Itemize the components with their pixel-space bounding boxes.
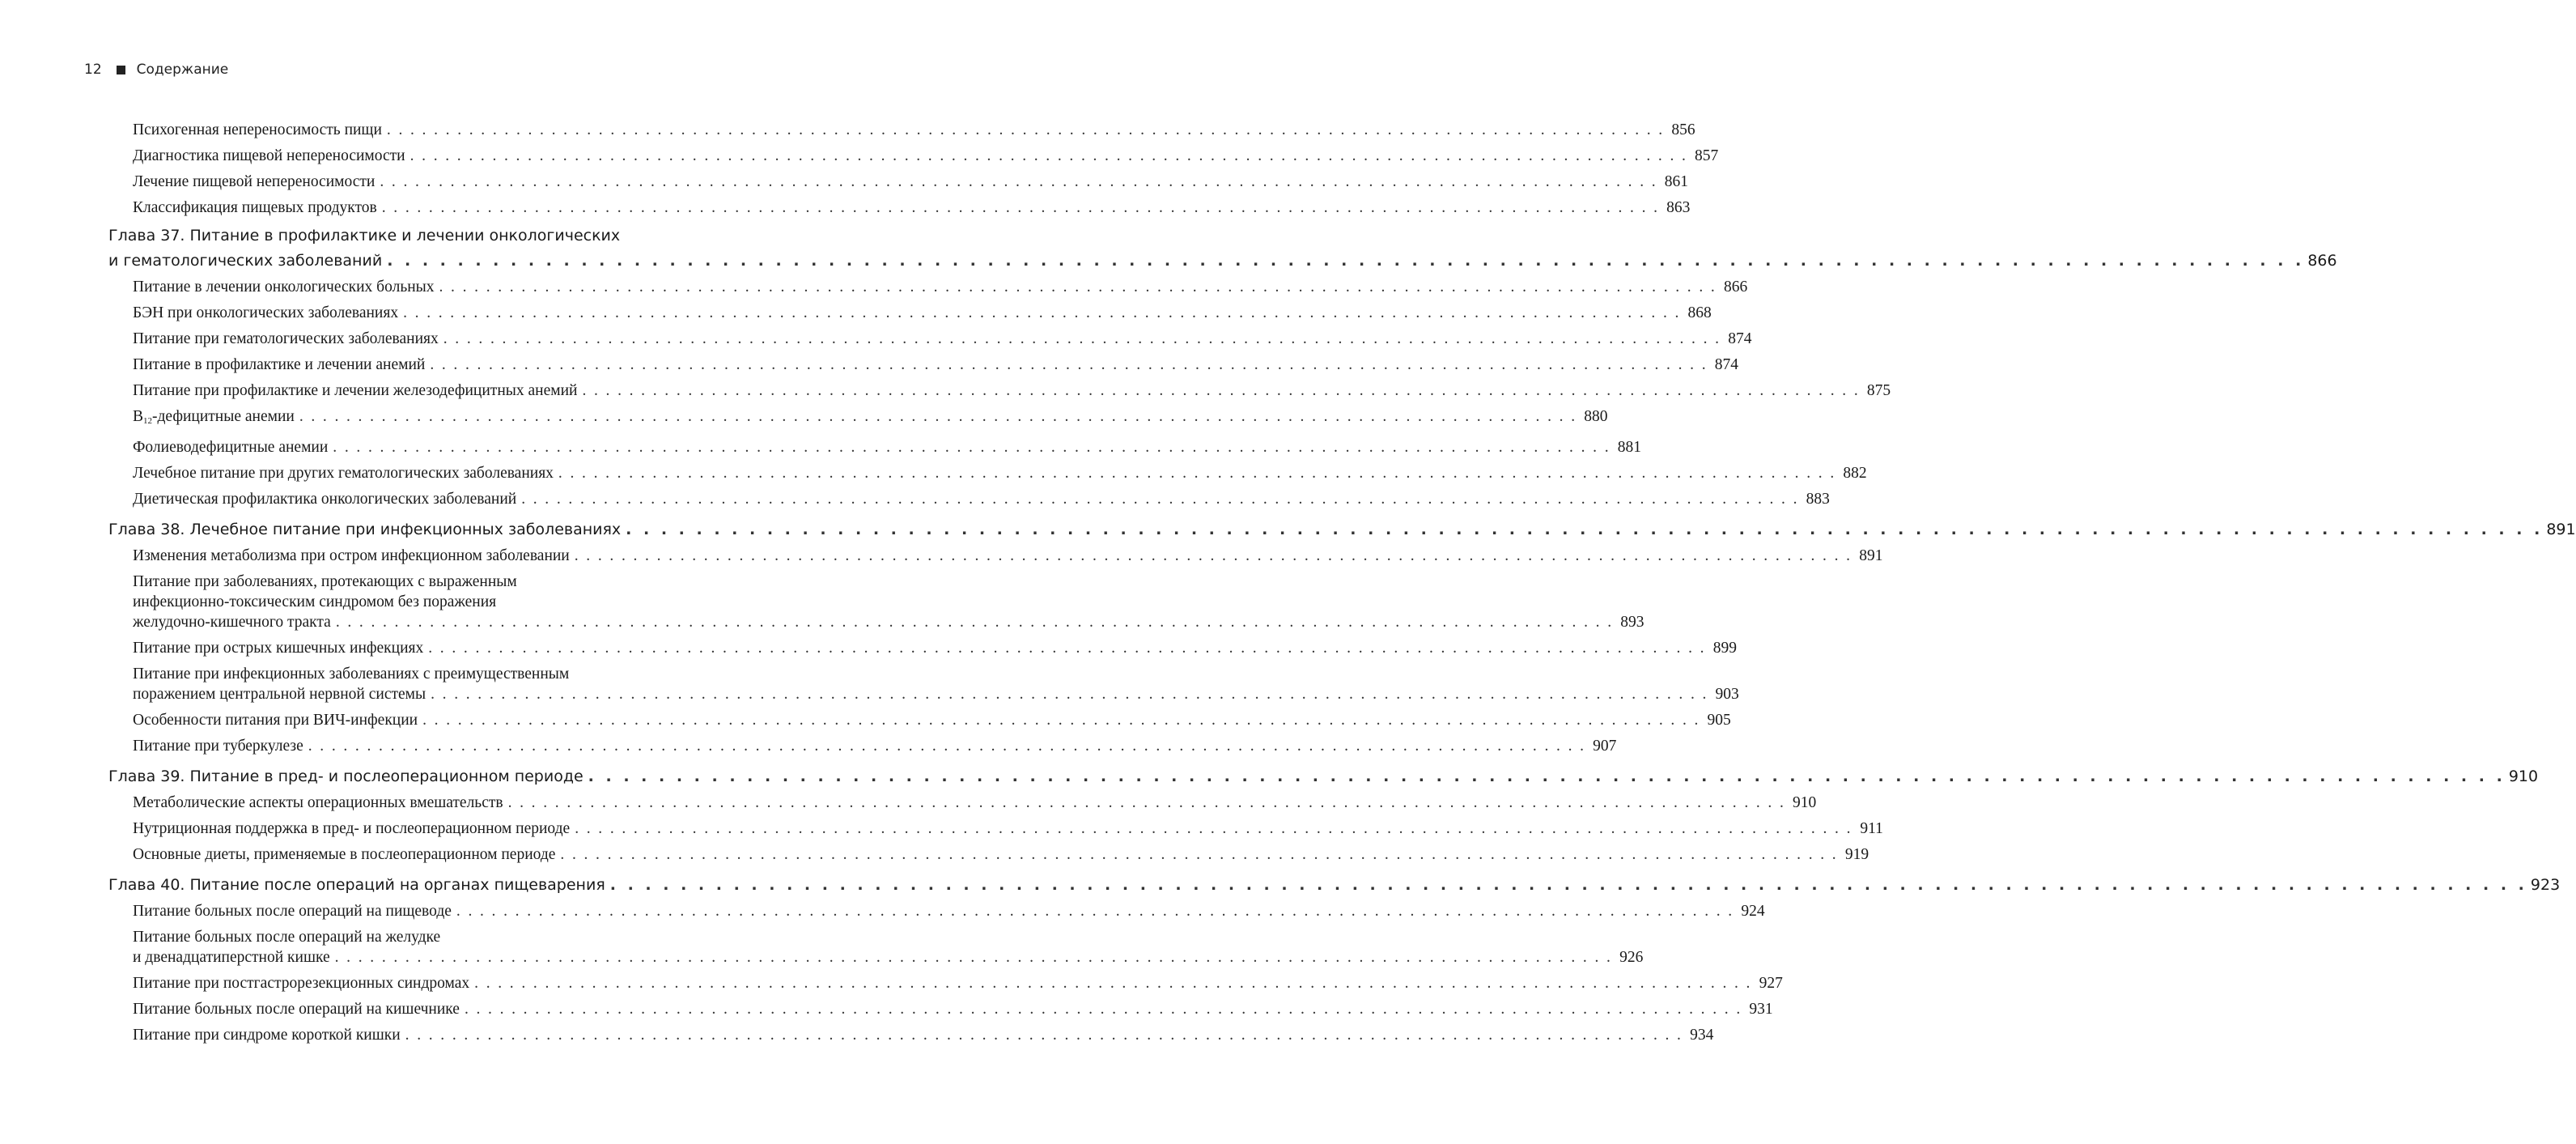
- toc-entry[interactable]: [108, 999, 1773, 1019]
- toc-chapter-37[interactable]: [108, 223, 2337, 274]
- dot-leader: . . . . . . . . . . . . . . . . . . . . . . . . . . . . . . . . . . . . . . . . . . . . . . . . . . . . . . . . . . . . . . . . . . . . . . . . . . . . . . . . . . . . . . . . . . . . . . . . . . . . . . . . . . . . .: [626, 521, 2544, 538]
- entry-page: 919: [1844, 846, 1869, 863]
- running-header: [84, 62, 228, 78]
- entry-page: 927: [1759, 975, 1783, 992]
- entry-page: 866: [1723, 279, 1748, 296]
- dot-leader: . . . . . . . . . . . . . . . . . . . . . . . . . . . . . . . . . . . . . . . . . . . . . . . . . . . . . . . . . . . . . . . . . . . . . . . . . . . . . . . . . . . . . . . . . . . . . . . . . . . . . . . . . . . . .: [381, 199, 1660, 216]
- dot-leader: . . . . . . . . . . . . . . . . . . . . . . . . . . . . . . . . . . . . . . . . . . . . . . . . . . . . . . . . . . . . . . . . . . . . . . . . . . . . . . . . . . . . . . . . . . . . . . . . . . . . . . . . . . . . .: [443, 330, 1721, 347]
- dot-leader: . . . . . . . . . . . . . . . . . . . . . . . . . . . . . . . . . . . . . . . . . . . . . . . . . . . . . . . . . . . . . . . . . . . . . . . . . . . . . . . . . . . . . . . . . . . . . . . . . . . . . . . . . . . . .: [574, 547, 1852, 564]
- entry-page: 875: [1866, 382, 1891, 399]
- entry-title: Питание при постгастрорезекционных синдромах: [133, 975, 470, 992]
- dot-leader: . . . . . . . . . . . . . . . . . . . . . . . . . . . . . . . . . . . . . . . . . . . . . . . . . . . . . . . . . . . . . . . . . . . . . . . . . . . . . . . . . . . . . . . . . . . . . . . . . . . . . . . . . . . . .: [422, 712, 1700, 729]
- entry-title: Нутриционная поддержка в пред- и послеоперационном периоде: [133, 820, 571, 837]
- page-number: 12: [84, 62, 102, 78]
- entry-title: Особенности питания при ВИЧ-инфекции: [133, 712, 418, 729]
- entry-title: поражением центральной нервной системы: [133, 686, 427, 703]
- entry-page: 882: [1843, 465, 1867, 482]
- toc-entry[interactable]: [108, 844, 1869, 865]
- toc-entry[interactable]: [108, 146, 1719, 166]
- entry-page: 868: [1687, 304, 1712, 321]
- entry-title: Лечение пищевой непереносимости: [133, 173, 376, 190]
- dot-leader: . . . . . . . . . . . . . . . . . . . . . . . . . . . . . . . . . . . . . . . . . . . . . . . . . . . . . . . . . . . . . . . . . . . . . . . . . . . . . . . . . . . . . . . . . . . . . . . . . . . . . . . . . . . . .: [335, 614, 1614, 631]
- entry-page: 863: [1666, 199, 1691, 216]
- dot-leader: . . . . . . . . . . . . . . . . . . . . . . . . . . . . . . . . . . . . . . . . . . . . . . . . . . . . . . . . . . . . . . . . . . . . . . . . . . . . . . . . . . . . . . . . . . . . . . . . . . . . . . . . . . . . .: [333, 439, 1611, 456]
- dot-leader: . . . . . . . . . . . . . . . . . . . . . . . . . . . . . . . . . . . . . . . . . . . . . . . . . . . . . . . . . . . . . . . . . . . . . . . . . . . . . . . . . . . . . . . . . . . . . . . . . . . . . . . . . . . . .: [464, 1001, 1742, 1018]
- chapter-page: 910: [2508, 768, 2539, 785]
- entry-title-base: В: [133, 408, 144, 425]
- toc-chapter-39[interactable]: [108, 764, 2539, 789]
- entry-title-line: Питание при заболеваниях, протекающих с выраженным: [133, 573, 517, 590]
- dot-leader: . . . . . . . . . . . . . . . . . . . . . . . . . . . . . . . . . . . . . . . . . . . . . . . . . . . . . . . . . . . . . . . . . . . . . . . . . . . . . . . . . . . . . . . . . . . . . . . . . . . . . . . . . . . . .: [410, 147, 1688, 164]
- entry-title-rest: -дефицитные анемии: [152, 408, 295, 425]
- entry-title: Диагностика пищевой непереносимости: [133, 147, 405, 164]
- entry-page: 883: [1806, 491, 1830, 508]
- entry-title: Питание больных после операций на кишечнике: [133, 1001, 460, 1018]
- toc-entry[interactable]: [108, 381, 1891, 401]
- dot-leader: . . . . . . . . . . . . . . . . . . . . . . . . . . . . . . . . . . . . . . . . . . . . . . . . . . . . . . . . . . . . . . . . . . . . . . . . . . . . . . . . . . . . . . . . . . . . . . . . . . . . . . . . . . . . .: [474, 975, 1752, 992]
- dot-leader: . . . . . . . . . . . . . . . . . . . . . . . . . . . . . . . . . . . . . . . . . . . . . . . . . . . . . . . . . . . . . . . . . . . . . . . . . . . . . . . . . . . . . . . . . . . . . . . . . . . . . . . . . . . . .: [430, 356, 1708, 373]
- toc-entry[interactable]: [108, 198, 1691, 218]
- entry-title: Метаболические аспекты операционных вмешательств: [133, 794, 503, 811]
- dot-leader: . . . . . . . . . . . . . . . . . . . . . . . . . . . . . . . . . . . . . . . . . . . . . . . . . . . . . . . . . . . . . . . . . . . . . . . . . . . . . . . . . . . . . . . . . . . . . . . . . . . . . . . . . . . . .: [308, 738, 1586, 755]
- entry-title: Питание при гематологических заболеваниях: [133, 330, 439, 347]
- entry-title: Фолиеводефицитные анемии: [133, 439, 329, 456]
- toc-entry[interactable]: [108, 973, 1783, 993]
- entry-page: 861: [1664, 173, 1689, 190]
- entry-title: [133, 406, 295, 432]
- entry-title: Питание при туберкулезе: [133, 738, 303, 755]
- entry-title: Лечебное питание при других гематологических заболеваниях: [133, 465, 554, 482]
- dot-leader: . . . . . . . . . . . . . . . . . . . . . . . . . . . . . . . . . . . . . . . . . . . . . . . . . . . . . . . . . . . . . . . . . . . . . . . . . . . . . . . . . . . . . . . . . . . . . . . . . . . . . . . . . . . . .: [428, 640, 1706, 657]
- entry-page: 924: [1741, 903, 1765, 920]
- entry-page: 874: [1728, 330, 1752, 347]
- dot-leader: . . . . . . . . . . . . . . . . . . . . . . . . . . . . . . . . . . . . . . . . . . . . . . . . . . . . . . . . . . . . . . . . . . . . . . . . . . . . . . . . . . . . . . . . . . . . . . . . . . . . . . . . . . . . .: [386, 121, 1665, 138]
- dot-leader: . . . . . . . . . . . . . . . . . . . . . . . . . . . . . . . . . . . . . . . . . . . . . . . . . . . . . . . . . . . . . . . . . . . . . . . . . . . . . . . . . . . . . . . . . . . . . . . . . . . . . . . . . . . . .: [507, 794, 1786, 811]
- toc-entry[interactable]: [108, 489, 1830, 509]
- entry-page: 903: [1715, 686, 1739, 703]
- entry-title: Питание при острых кишечных инфекциях: [133, 640, 424, 657]
- entry-title: Изменения метаболизма при остром инфекционном заболевании: [133, 547, 570, 564]
- chapter-page: 866: [2307, 252, 2337, 270]
- entry-page: 893: [1620, 614, 1644, 631]
- toc-entry[interactable]: [108, 329, 1752, 349]
- chapter-title: Глава 40. Питание после операций на органах пищеварения: [108, 876, 605, 894]
- entry-page: 931: [1749, 1001, 1773, 1018]
- entry-title: Питание при синдроме короткой кишки: [133, 1027, 401, 1044]
- dot-leader: . . . . . . . . . . . . . . . . . . . . . . . . . . . . . . . . . . . . . . . . . . . . . . . . . . . . . . . . . . . . . . . . . . . . . . . . . . . . . . . . . . . . . . . . . . . . . . . . . . . . . . . . . . . . .: [405, 1027, 1683, 1044]
- entry-page: 907: [1593, 738, 1617, 755]
- toc-entry[interactable]: [108, 546, 1883, 566]
- toc-entry[interactable]: [108, 303, 1712, 323]
- toc-entry[interactable]: [108, 572, 1644, 632]
- chapter-title: и гематологических заболеваний: [108, 252, 383, 270]
- entry-title: Питание при профилактике и лечении железодефицитных анемий: [133, 382, 578, 399]
- dot-leader: . . . . . . . . . . . . . . . . . . . . . . . . . . . . . . . . . . . . . . . . . . . . . . . . . . . . . . . . . . . . . . . . . . . . . . . . . . . . . . . . . . . . . . . . . . . . . . . . . . . . . . . . . . . . .: [403, 304, 1681, 321]
- toc-chapter-38[interactable]: [108, 517, 2576, 542]
- toc-entry[interactable]: [108, 406, 1608, 432]
- entry-title-subscript: 12: [143, 416, 153, 426]
- entry-page: 874: [1714, 356, 1738, 373]
- toc-entry[interactable]: [108, 437, 1641, 457]
- entry-title: Классификация пищевых продуктов: [133, 199, 377, 216]
- toc-entry[interactable]: [108, 793, 1817, 813]
- entry-title: Питание в профилактике и лечении анемий: [133, 356, 426, 373]
- dot-leader: . . . . . . . . . . . . . . . . . . . . . . . . . . . . . . . . . . . . . . . . . . . . . . . . . . . . . . . . . . . . . . . . . . . . . . . . . . . . . . . . . . . . . . . . . . . . . . . . . . . . . . . . . . . . .: [575, 820, 1852, 837]
- entry-page: 934: [1690, 1027, 1714, 1044]
- entry-title-line: инфекционно-токсическим синдромом без поражения: [133, 593, 497, 610]
- dot-leader: . . . . . . . . . . . . . . . . . . . . . . . . . . . . . . . . . . . . . . . . . . . . . . . . . . . . . . . . . . . . . . . . . . . . . . . . . . . . . . . . . . . . . . . . . . . . . . . . . . . . . . . . . . . . .: [334, 949, 1613, 966]
- entry-page: 926: [1619, 949, 1644, 966]
- dot-leader: . . . . . . . . . . . . . . . . . . . . . . . . . . . . . . . . . . . . . . . . . . . . . . . . . . . . . . . . . . . . . . . . . . . . . . . . . . . . . . . . . . . . . . . . . . . . . . . . . . . . . . . . . . . . .: [380, 173, 1658, 190]
- entry-page: 910: [1793, 794, 1817, 811]
- chapter-title-line: Глава 37. Питание в профилактике и лечении онкологических: [108, 227, 621, 245]
- dot-leader: . . . . . . . . . . . . . . . . . . . . . . . . . . . . . . . . . . . . . . . . . . . . . . . . . . . . . . . . . . . . . . . . . . . . . . . . . . . . . . . . . . . . . . . . . . . . . . . . . . . . . . . . . . . . .: [387, 252, 2305, 270]
- toc-entry[interactable]: [108, 927, 1644, 968]
- entry-title: желудочно-кишечного тракта: [133, 614, 331, 631]
- toc-entry[interactable]: [108, 819, 1883, 839]
- dot-leader: . . . . . . . . . . . . . . . . . . . . . . . . . . . . . . . . . . . . . . . . . . . . . . . . . . . . . . . . . . . . . . . . . . . . . . . . . . . . . . . . . . . . . . . . . . . . . . . . . . . . . . . . . . . . .: [439, 279, 1717, 296]
- toc-entry[interactable]: [108, 736, 1617, 756]
- entry-page: 857: [1695, 147, 1719, 164]
- toc-entry[interactable]: [108, 1025, 1714, 1045]
- table-of-contents: [108, 120, 2576, 1051]
- toc-entry[interactable]: [108, 638, 1737, 658]
- chapter-title: Глава 38. Лечебное питание при инфекционных заболеваниях: [108, 521, 622, 538]
- dot-leader: . . . . . . . . . . . . . . . . . . . . . . . . . . . . . . . . . . . . . . . . . . . . . . . . . . . . . . . . . . . . . . . . . . . . . . . . . . . . . . . . . . . . . . . . . . . . . . . . . . . . . . . . . . . . .: [299, 408, 1577, 425]
- toc-entry[interactable]: [108, 710, 1731, 730]
- dot-leader: . . . . . . . . . . . . . . . . . . . . . . . . . . . . . . . . . . . . . . . . . . . . . . . . . . . . . . . . . . . . . . . . . . . . . . . . . . . . . . . . . . . . . . . . . . . . . . . . . . . . . . . . . . . . .: [560, 846, 1839, 863]
- toc-entry[interactable]: [108, 120, 1695, 140]
- entry-title-line: Питание больных после операций на желудке: [133, 929, 441, 946]
- entry-page: 856: [1671, 121, 1695, 138]
- entry-title: Диетическая профилактика онкологических заболеваний: [133, 491, 517, 508]
- entry-title-line: Питание при инфекционных заболеваниях с преимущественным: [133, 666, 570, 683]
- square-bullet-icon: [117, 66, 125, 74]
- entry-page: 905: [1707, 712, 1731, 729]
- toc-chapter-40[interactable]: [108, 873, 2561, 898]
- dot-leader: . . . . . . . . . . . . . . . . . . . . . . . . . . . . . . . . . . . . . . . . . . . . . . . . . . . . . . . . . . . . . . . . . . . . . . . . . . . . . . . . . . . . . . . . . . . . . . . . . . . . . . . . . . . . .: [558, 465, 1836, 482]
- entry-title: БЭН при онкологических заболеваниях: [133, 304, 399, 321]
- entry-title: и двенадцатиперстной кишке: [133, 949, 330, 966]
- chapter-title: Глава 39. Питание в пред- и послеоперационном периоде: [108, 768, 584, 785]
- entry-page: 881: [1617, 439, 1641, 456]
- toc-entry[interactable]: [108, 463, 1867, 483]
- entry-title: Основные диеты, применяемые в послеоперационном периоде: [133, 846, 556, 863]
- toc-entry[interactable]: [108, 277, 1748, 297]
- toc-entry[interactable]: [108, 664, 1739, 704]
- entry-title: Питание в лечении онкологических больных: [133, 279, 435, 296]
- dot-leader: . . . . . . . . . . . . . . . . . . . . . . . . . . . . . . . . . . . . . . . . . . . . . . . . . . . . . . . . . . . . . . . . . . . . . . . . . . . . . . . . . . . . . . . . . . . . . . . . . . . . . . . . . . . . .: [609, 876, 2527, 894]
- entry-page: 891: [1859, 547, 1883, 564]
- entry-title: Психогенная непереносимость пищи: [133, 121, 382, 138]
- dot-leader: . . . . . . . . . . . . . . . . . . . . . . . . . . . . . . . . . . . . . . . . . . . . . . . . . . . . . . . . . . . . . . . . . . . . . . . . . . . . . . . . . . . . . . . . . . . . . . . . . . . . . . . . . . . . .: [521, 491, 1799, 508]
- dot-leader: . . . . . . . . . . . . . . . . . . . . . . . . . . . . . . . . . . . . . . . . . . . . . . . . . . . . . . . . . . . . . . . . . . . . . . . . . . . . . . . . . . . . . . . . . . . . . . . . . . . . . . . . . . . . .: [582, 382, 1861, 399]
- dot-leader: . . . . . . . . . . . . . . . . . . . . . . . . . . . . . . . . . . . . . . . . . . . . . . . . . . . . . . . . . . . . . . . . . . . . . . . . . . . . . . . . . . . . . . . . . . . . . . . . . . . . . . . . . . . . .: [431, 686, 1708, 703]
- entry-page: 880: [1584, 408, 1608, 425]
- chapter-page: 923: [2530, 876, 2561, 894]
- dot-leader: . . . . . . . . . . . . . . . . . . . . . . . . . . . . . . . . . . . . . . . . . . . . . . . . . . . . . . . . . . . . . . . . . . . . . . . . . . . . . . . . . . . . . . . . . . . . . . . . . . . . . . . . . . . . .: [588, 768, 2506, 785]
- entry-page: 899: [1712, 640, 1737, 657]
- toc-entry[interactable]: [108, 901, 1765, 921]
- toc-entry[interactable]: [108, 172, 1689, 192]
- entry-title: Питание больных после операций на пищеводе: [133, 903, 452, 920]
- header-title: Содержание: [136, 62, 229, 78]
- entry-page: 911: [1860, 820, 1883, 837]
- dot-leader: . . . . . . . . . . . . . . . . . . . . . . . . . . . . . . . . . . . . . . . . . . . . . . . . . . . . . . . . . . . . . . . . . . . . . . . . . . . . . . . . . . . . . . . . . . . . . . . . . . . . . . . . . . . . .: [456, 903, 1734, 920]
- toc-entry[interactable]: [108, 355, 1738, 375]
- chapter-page: 891: [2546, 521, 2576, 538]
